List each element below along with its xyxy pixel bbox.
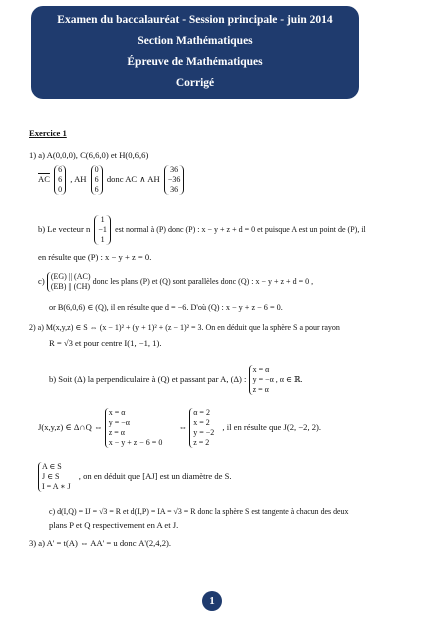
q2b-intersection: J(x,y,z) ∈ Δ∩Q ⇔ x = α y = −α z = α x − y + z − 6 = 0 ⇔ α = 2 x = 2 y = −2 z = 2 , il en résulte que J(2, −2, 2). <box>38 408 322 447</box>
q1b-result: en résulte que (P) : x − y + z = 0. <box>38 252 152 262</box>
q1a-vectors <box>38 165 186 195</box>
page-number-badge: 1 <box>202 591 222 611</box>
q1c-result: or B(6,0,6) ∈ (Q), il en résulte que d = −6. D'où (Q) : x − y + z − 6 = 0. <box>49 303 283 312</box>
corrige-title: Corrigé <box>175 77 215 89</box>
system-j2: α = 2 x = 2 y = −2 z = 2 <box>189 408 214 448</box>
vector-n: 1 −1 1 <box>94 215 111 245</box>
system-j1: x = α y = −α z = α x − y + z − 6 = 0 <box>105 408 163 448</box>
q2a-result: R = √3 et pour centre I(1, −1, 1). <box>49 338 162 348</box>
q2a-line: 2) a) M(x,y,z) ∈ S ⇔ (x − 1)² + (y + 1)² + (z − 1)² = 3. On en déduit que la sphère S a pour rayon <box>29 323 340 332</box>
q1a-intro: 1) a) A(0,0,0), C(6,6,0) et H(0,6,6) <box>29 150 149 160</box>
label-ac: $\overline{AC}$ <box>38 173 50 184</box>
label-donc-cross: donc AC ∧ AH <box>106 173 160 184</box>
system-delta: x = α y = −α , α ∈ ℝ. z = α <box>249 365 303 395</box>
vector-ah: 0 6 6 <box>91 165 103 195</box>
q3a-line: 3) a) A' = t(A) ⇔ AA' = u donc A'(2,4,2). <box>29 538 172 548</box>
system-aj: A ∈ S J ∈ S I = A ∗ J <box>38 462 71 492</box>
vector-cross: 36 −36 36 <box>164 165 185 195</box>
subject-title: Épreuve de Mathématiques <box>127 56 263 68</box>
q2c-result: plans P et Q respectivement en A et J. <box>49 520 179 530</box>
q2c-line: c) d(I,Q) = IJ = √3 = R et d(I,P) = IA = √3 = R donc la sphère S est tangente à chacun des deux <box>49 507 349 516</box>
section-title: Section Mathématiques <box>137 35 253 47</box>
q2b-diameter: A ∈ S J ∈ S I = A ∗ J , on en déduit que [AJ] est un diamètre de S. <box>38 462 232 492</box>
exercise-title: Exercice 1 <box>29 128 67 138</box>
q1c-line: c) (EG) || (AC) (EB) || (CH) donc les plans (P) et (Q) sont parallèles donc (Q) : x − y + z + d = 0 , <box>38 272 314 291</box>
header-banner <box>31 6 359 99</box>
q2b-line: b) Soit (Δ) la perpendiculaire à (Q) et passant par A, (Δ) : x = α y = −α , α ∈ ℝ. z = α <box>49 365 303 394</box>
exam-title: Examen du baccalauréat - Session principale - juin 2014 <box>57 14 333 26</box>
q1b-line: b) Le vecteur n 1 −1 1 est normal à (P) donc (P) : x − y + z + d = 0 et puisque A est un point de (P), il <box>38 215 366 244</box>
system-q1c: (EG) || (AC) (EB) || (CH) <box>47 272 91 292</box>
label-ah: , AH <box>70 173 87 184</box>
vector-ac: 6 6 0 <box>54 165 66 195</box>
